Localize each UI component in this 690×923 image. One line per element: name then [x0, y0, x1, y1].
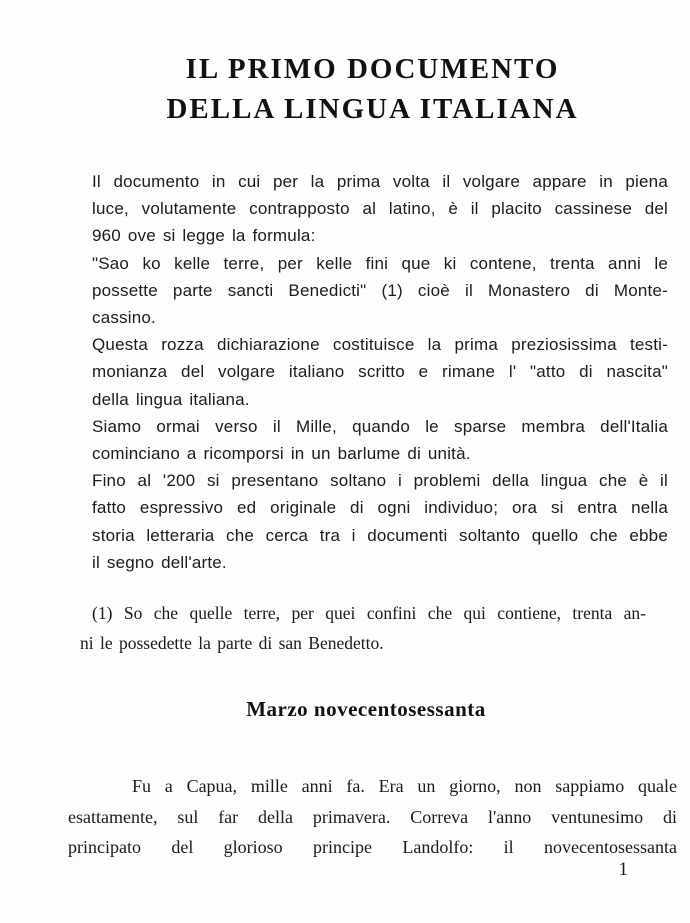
title-line-1: IL PRIMO DOCUMENTO — [185, 53, 560, 85]
text-line: Questa rozza dichiarazione costituisce la prima preziosissima testi- — [92, 335, 668, 355]
text-line: Siamo ormai verso il Mille, quando le sparse membra dell'Italia — [92, 416, 668, 436]
text-line: 960 ove si legge la formula: — [92, 226, 316, 246]
text-line: Il documento in cui per la prima volta il volgare appare in piena — [92, 172, 668, 191]
footnote — [80, 598, 646, 658]
text-line: cassino. — [92, 308, 156, 328]
text-line: fatto espressivo ed originale di ogni individuo; ora si entra nella — [92, 498, 668, 518]
title-line-2: DELLA LINGUA ITALIANA — [166, 93, 579, 125]
text-line: della lingua italiana. — [92, 389, 250, 409]
text-line: (1) So che quelle terre, per quei confini che qui contiene, trenta an- — [92, 603, 646, 623]
body-paragraphs — [92, 168, 668, 576]
page-number: 1 — [618, 859, 628, 880]
page-title — [65, 49, 680, 129]
text-line: possette parte sancti Benedicti" (1) cioè il Monastero di Monte- — [92, 280, 668, 300]
text-line: monianza del volgare italiano scritto e rimane l' "atto di nascita" — [92, 362, 668, 382]
text-line: cominciano a ricomporsi in un barlume di unità. — [92, 444, 471, 464]
section-heading: Marzo novecentosessanta — [246, 697, 486, 721]
text-line: il segno dell'arte. — [92, 552, 227, 572]
text-line: storia letteraria che cerca tra i documenti soltanto quello che ebbe — [92, 525, 668, 545]
text-line: "Sao ko kelle terre, per kelle fini que ki contene, trenta anni le — [92, 253, 668, 273]
text-line: principato del glorioso principe Landolfo: il novecentosessanta — [68, 837, 677, 857]
text-line: luce, volutamente contrapposto al latino, è il placito cassinese del — [92, 199, 668, 219]
text-line: Fino al '200 si presentano soltano i problemi della lingua che è il — [92, 471, 668, 491]
closing-paragraph — [68, 771, 677, 863]
text-line: Fu a Capua, mille anni fa. Era un giorno, non sappiamo quale — [132, 776, 677, 796]
text-line: esattamente, sul far della primavera. Correva l'anno ventunesimo di — [68, 806, 677, 827]
text-line: ni le possedette la parte di san Benedetto. — [80, 633, 384, 653]
